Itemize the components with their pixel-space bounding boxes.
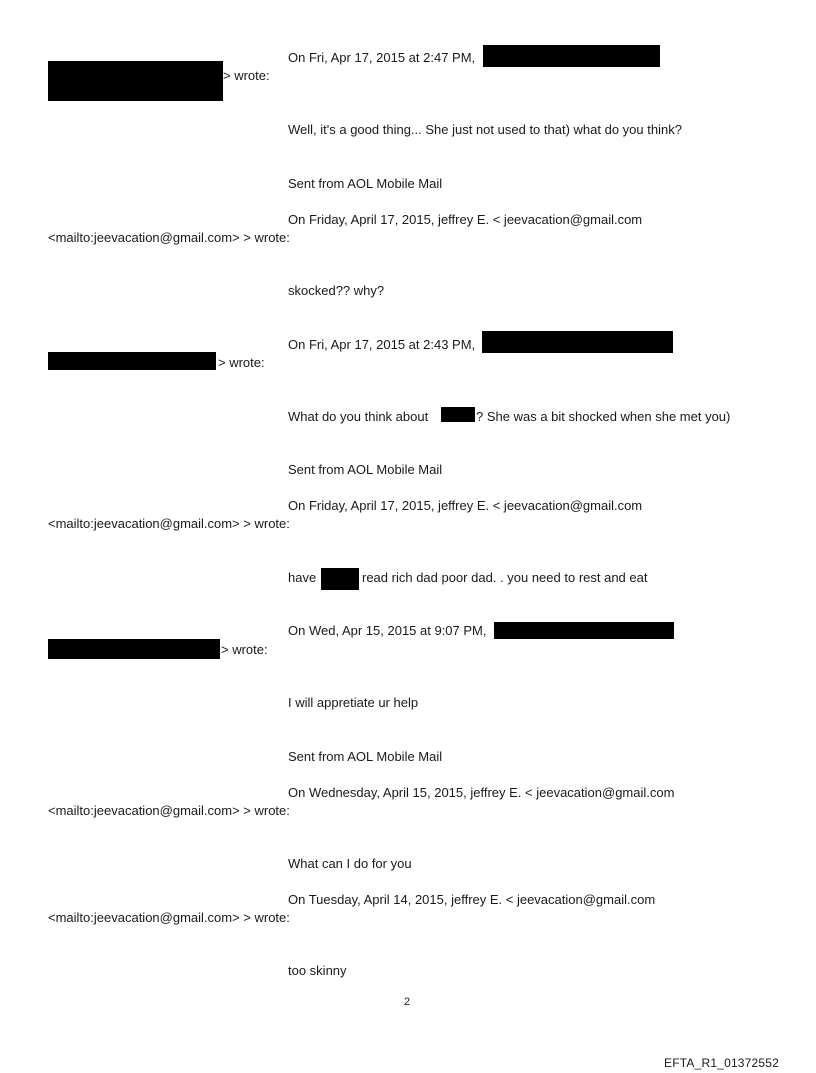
message-body: ? She was a bit shocked when she met you) bbox=[476, 409, 731, 424]
reply-header: On Fri, Apr 17, 2015 at 2:43 PM, bbox=[288, 337, 476, 352]
reply-header-cont: <mailto:jeevacation@gmail.com> > wrote: bbox=[48, 230, 290, 245]
reply-header: On Wed, Apr 15, 2015 at 9:07 PM, bbox=[288, 623, 487, 638]
mail-signature: Sent from AOL Mobile Mail bbox=[288, 176, 443, 191]
message-body: I will appretiate ur help bbox=[288, 695, 419, 710]
reply-header: On Wednesday, April 15, 2015, jeffrey E. < jeevacation@gmail.com bbox=[288, 785, 675, 800]
redaction-block bbox=[483, 45, 660, 67]
reply-header-wrote: > wrote: bbox=[223, 68, 270, 83]
redaction-block bbox=[321, 568, 359, 590]
message-body: have bbox=[288, 570, 317, 585]
message-body: What can I do for you bbox=[288, 856, 412, 871]
page-number: 2 bbox=[404, 996, 411, 1008]
document-id: EFTA_R1_01372552 bbox=[664, 1056, 780, 1070]
reply-header: On Friday, April 17, 2015, jeffrey E. < jeevacation@gmail.com bbox=[288, 212, 643, 227]
reply-header: On Fri, Apr 17, 2015 at 2:47 PM, bbox=[288, 50, 476, 65]
redaction-block bbox=[48, 352, 216, 370]
reply-header: On Tuesday, April 14, 2015, jeffrey E. < jeevacation@gmail.com bbox=[288, 892, 656, 907]
reply-header-wrote: > wrote: bbox=[218, 355, 265, 370]
reply-header: On Friday, April 17, 2015, jeffrey E. < jeevacation@gmail.com bbox=[288, 498, 643, 513]
redaction-block bbox=[441, 407, 475, 422]
message-body: skocked?? why? bbox=[288, 283, 385, 298]
reply-header-cont: <mailto:jeevacation@gmail.com> > wrote: bbox=[48, 516, 290, 531]
reply-header-cont: <mailto:jeevacation@gmail.com> > wrote: bbox=[48, 803, 290, 818]
mail-signature: Sent from AOL Mobile Mail bbox=[288, 749, 443, 764]
reply-header-wrote: > wrote: bbox=[221, 642, 268, 657]
mail-signature: Sent from AOL Mobile Mail bbox=[288, 462, 443, 477]
message-body: Well, it's a good thing... She just not used to that) what do you think? bbox=[288, 122, 682, 137]
message-body: What do you think about bbox=[288, 409, 429, 424]
redaction-block bbox=[48, 61, 223, 101]
redaction-block bbox=[482, 331, 673, 353]
redaction-block bbox=[48, 639, 220, 659]
reply-header-cont: <mailto:jeevacation@gmail.com> > wrote: bbox=[48, 910, 290, 925]
message-body: read rich dad poor dad. . you need to rest and eat bbox=[362, 570, 648, 585]
redaction-block bbox=[494, 622, 674, 639]
message-body: too skinny bbox=[288, 963, 347, 978]
